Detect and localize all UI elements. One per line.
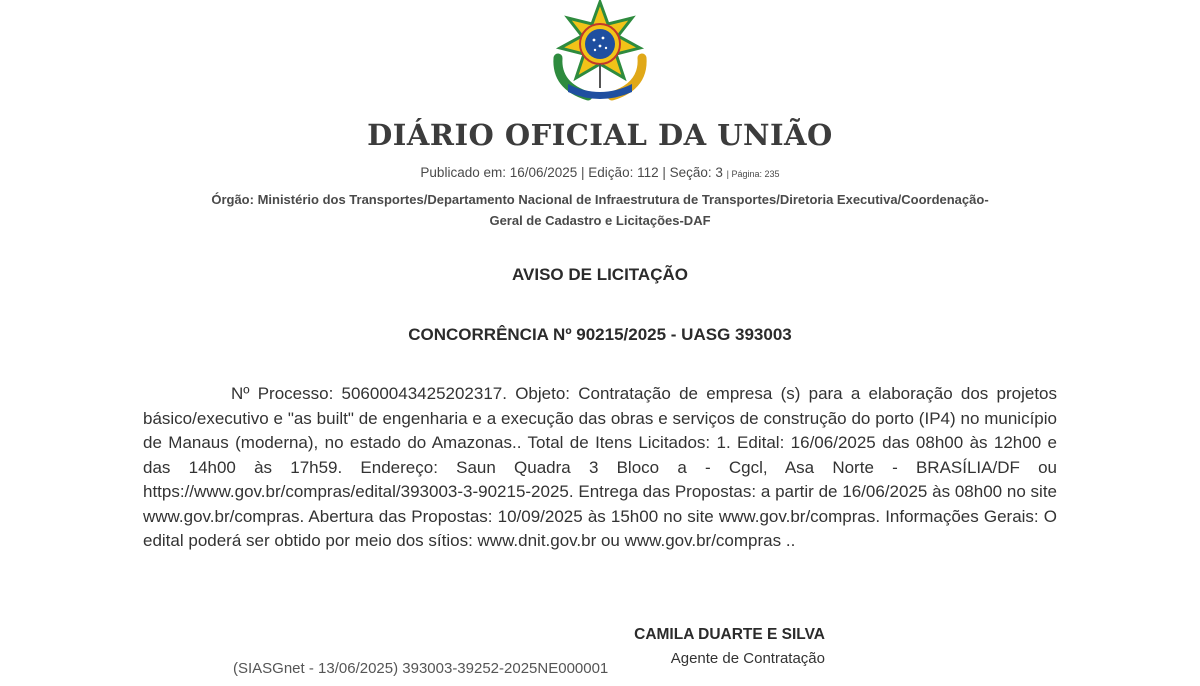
issuing-body-line-1: Órgão: Ministério dos Transportes/Departamento Nacional de Infraestrutura de Transportes/Diretoria Executiva/Coordenação- [211, 192, 989, 207]
signer-role: Agente de Contratação [670, 650, 825, 667]
footer-reference: (SIASGnet - 13/06/2025) 393003-39252-2025NE000001 [233, 660, 609, 677]
notice-body: Nº Processo: 50600043425202317. Objeto: Contratação de empresa (s) para a elaboração dos projetos básico/executivo e "as built" de engenharia e a execução das obras e serviços de construção do porto (IP4) no município de Manaus (moderna), no estado do Amazonas.. Total de Itens Licitados: 1. Edital: 16/06/2025 das 08h00 às 12h00 e das 14h00 às 17h59. Endereço: Saun Quadra 3 Bloco a - Cgcl, Asa Norte - BRASÍLIA/DF ou https://www.gov.br/compras/edital/393003-3-90215-2025. Entrega das Propostas: a partir de 16/06/2025 às 08h00 no site www.gov.br/compras. Abertura das Propostas: 10/09/2025 às 15h00 no site www.gov.br/compras. Informações Gerais: O edital poderá ser obtido por meio dos sítios: www.dnit.gov.br ou www.gov.br/compras .. [143, 384, 1057, 550]
page-number: | Página: 235 [726, 169, 780, 179]
publication-details: Publicado em: 16/06/2025 | Edição: 112 | Seção: 3 [420, 165, 723, 180]
notice-subheading: CONCORRÊNCIA Nº 90215/2025 - UASG 393003 [408, 325, 792, 344]
issuing-body [150, 189, 1050, 231]
notice-heading: AVISO DE LICITAÇÃO [512, 265, 688, 284]
brazil-coat-of-arms-icon [548, 0, 652, 104]
publication-title: DIÁRIO OFICIAL DA UNIÃO [367, 118, 833, 152]
signer-name: CAMILA DUARTE E SILVA [634, 626, 825, 643]
footer-reference-cut [233, 660, 833, 677]
issuing-body-line-2: Geral de Cadastro e Licitações-DAF [489, 213, 711, 228]
publication-info [0, 165, 1200, 180]
